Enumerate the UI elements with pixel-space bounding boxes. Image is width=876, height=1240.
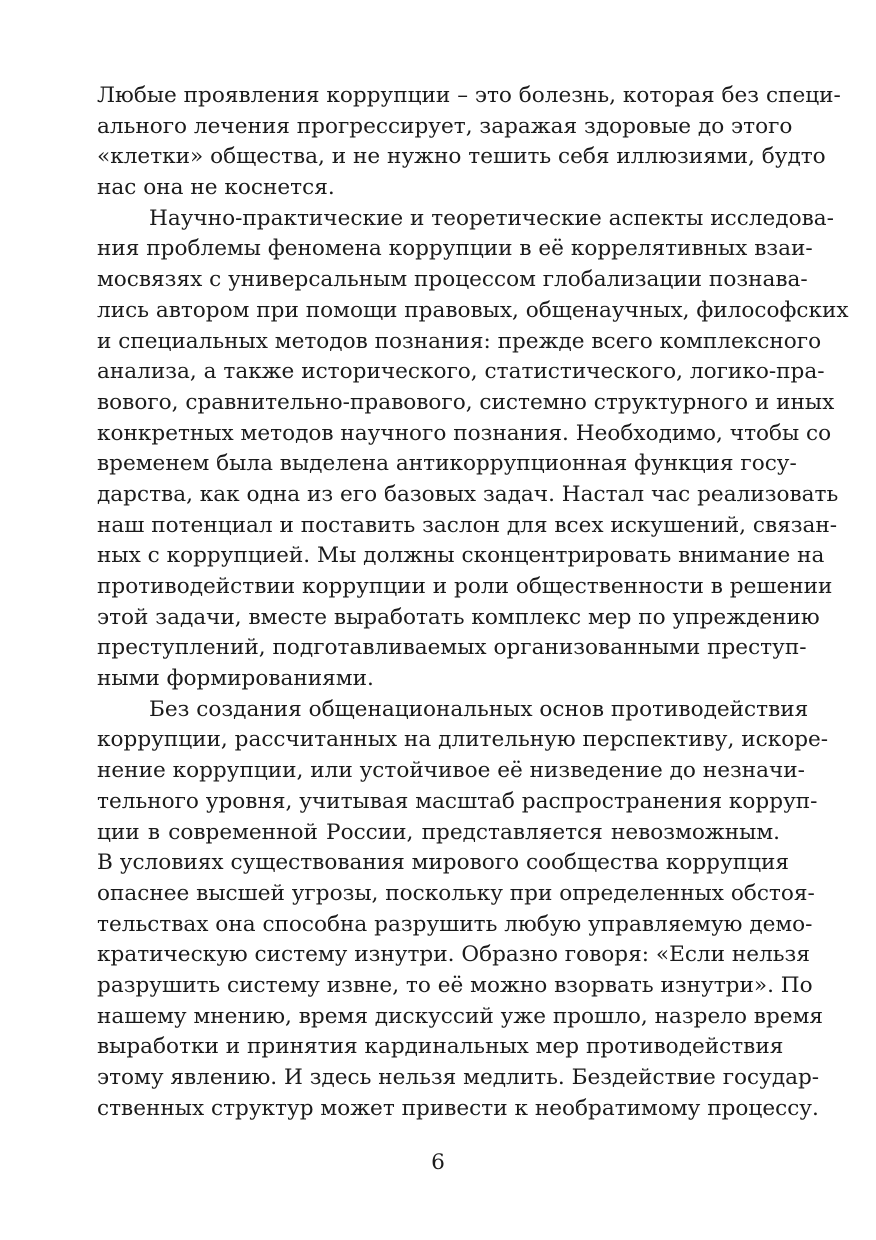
- text-line: Любые проявления коррупции – это болезнь, которая без специ-: [97, 83, 841, 108]
- text-line: коррупции, рассчитанных на длительную перспективу, искоре-: [97, 727, 829, 753]
- text-line: Без создания общенациональных основ противодействия: [149, 696, 809, 722]
- text-line: ных с коррупцией. Мы должны сконцентрировать внимание на: [97, 543, 825, 569]
- text-line: нение коррупции, или устойчивое её низведение до незначи-: [97, 758, 805, 784]
- text-line: ными формированиями.: [97, 666, 374, 692]
- text-line: анализа, а также исторического, статистического, логико-пра-: [97, 359, 825, 385]
- paragraph-2: [97, 204, 849, 695]
- text-line: лись автором при помощи правовых, общенаучных, философских: [97, 297, 849, 323]
- text-line: В условиях существования мирового сообщества коррупция: [97, 850, 789, 876]
- text-line: ального лечения прогрессирует, заражая здоровые до этого: [97, 113, 793, 139]
- page-number: 6: [431, 1150, 445, 1175]
- text-line: разрушить систему извне, то её можно взорвать изнутри». По: [97, 972, 813, 998]
- text-line: «клетки» общества, и не нужно тешить себя иллюзиями, будто: [97, 144, 826, 170]
- paragraph-1: [97, 81, 841, 204]
- text-line: тельствах она способна разрушить любую управляемую демо-: [97, 911, 813, 937]
- text-line: временем была выделена антикоррупционная функция госу-: [97, 451, 797, 477]
- text-line: этой задачи, вместе выработать комплекс мер по упреждению: [97, 604, 820, 630]
- text-line: ственных структур может привести к необратимому процессу.: [97, 1095, 819, 1121]
- text-line: тельного уровня, учитывая масштаб распространения корруп-: [97, 788, 818, 814]
- text-line: опаснее высшей угрозы, поскольку при определенных обстоя-: [97, 880, 815, 906]
- text-line: нас она не коснется.: [97, 175, 335, 201]
- text-line: выработки и принятия кардинальных мер противодействия: [97, 1034, 784, 1060]
- text-line: Научно-практические и теоретические аспекты исследова-: [149, 205, 834, 231]
- text-line: наш потенциал и поставить заслон для всех искушений, связан-: [97, 512, 838, 538]
- text-line: вового, сравнительно-правового, системно структурного и иных: [97, 389, 835, 415]
- text-line: и специальных методов познания: прежде всего комплексного: [97, 328, 822, 354]
- text-line: дарства, как одна из его базовых задач. Настал час реализовать: [97, 481, 839, 507]
- text-line: противодействии коррупции и роли общественности в решении: [97, 574, 833, 599]
- text-line: преступлений, подготавливаемых организованными преступ-: [97, 635, 807, 661]
- text-line: нашему мнению, время дискуссий уже прошло, назрело время: [97, 1003, 823, 1029]
- page-body: [97, 81, 849, 1124]
- text-line: этому явлению. И здесь нельзя медлить. Бездействие государ-: [97, 1065, 820, 1090]
- text-line: ния проблемы феномена коррупции в её коррелятивных взаи-: [97, 236, 813, 262]
- text-line: кратическую систему изнутри. Образно говоря: «Если нельзя: [97, 942, 810, 968]
- text-line: мосвязях с универсальным процессом глобализации познава-: [97, 267, 808, 293]
- paragraph-3: [97, 695, 829, 1125]
- text-line: ции в современной России, представляется невозможным.: [97, 819, 780, 845]
- text-line: конкретных методов научного познания. Необходимо, чтобы со: [97, 420, 832, 446]
